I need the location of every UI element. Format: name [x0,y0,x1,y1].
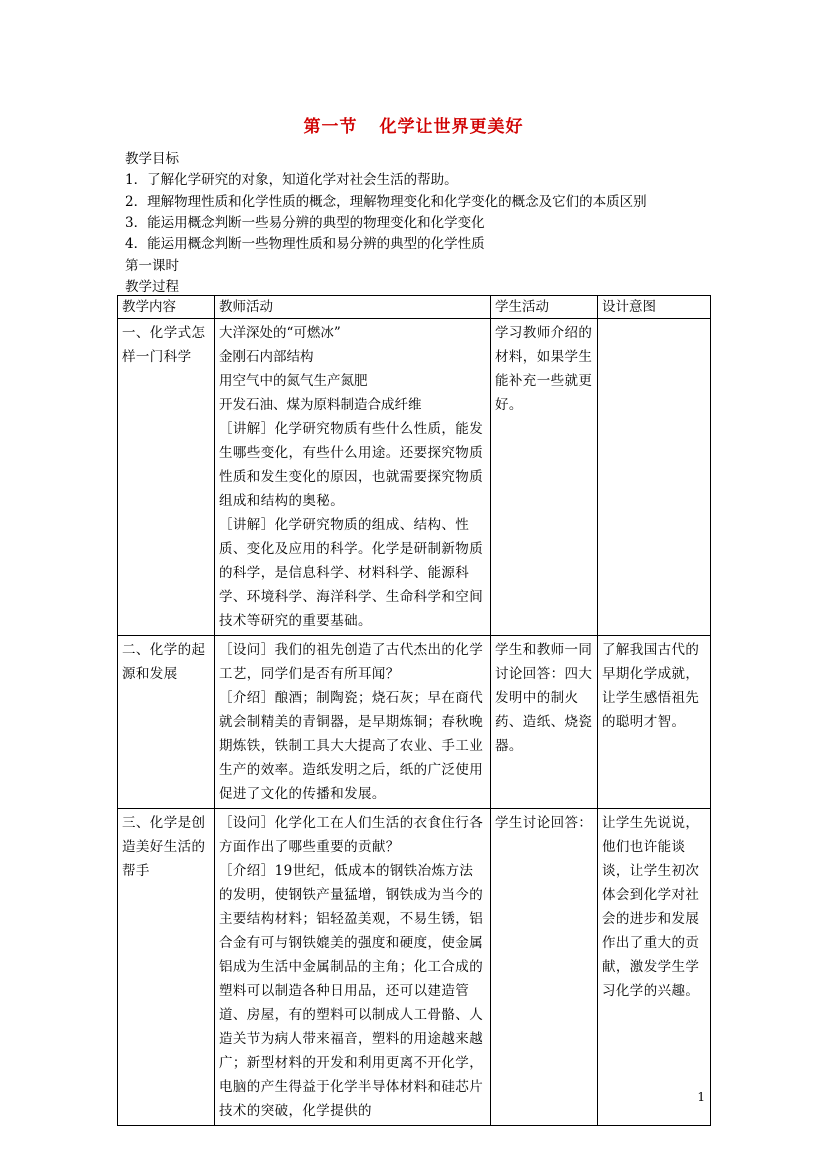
row1-teacher-line: 用空气中的氮气生产氮肥 [219,373,368,389]
row2-teacher-intro: ［介绍］酿酒；制陶瓷；烧石灰；早在商代就会制精美的青铜器，是早期炼铜；春秋晚期炼铁，铁制工具大大提高了农业、手工业生产的效率。造纸发明之后，纸的广泛使用促进了文化的传播和发展。 [219,690,484,802]
row1-teacher-line: 开发石油、煤为原料制造合成纤维 [219,397,422,413]
row3-teacher [215,809,491,1126]
title-text: 化学让世界更美好 [379,117,524,137]
lesson-label: 第一课时 [125,258,179,274]
row2-student: 学生和教师一同讨论回答：四大发明中的制火药、造纸、烧瓷器。 [491,636,598,809]
table-row [118,319,711,636]
row1-teacher-lecture: ［讲解］化学研究物质的组成、结构、性质、变化及应用的科学。化学是研制新物质的科学，是信息科学、材料科学、能源科学、环境科学、海洋科学、生命科学和空间技术等研究的重要基础。 [219,517,484,629]
row1-teacher-line: 金刚石内部结构 [219,349,314,365]
row2-intent: 了解我国古代的早期化学成就，让学生感悟祖先的聪明才智。 [598,636,711,809]
row2-teacher [215,636,491,809]
row1-teacher [215,319,491,636]
goal-item-4: 4．能运用概念判断一些物理性质和易分辨的典型的化学性质 [125,236,485,252]
row1-teacher-line: 大洋深处的“可燃冰” [219,325,341,341]
goal-item-2: 2．理解物理性质和化学性质的概念，理解物理变化和化学变化的概念及它们的本质区别 [125,194,647,210]
goal-item-3: 3．能运用概念判断一些易分辨的典型的物理变化和化学变化 [125,215,485,231]
table-row [118,809,711,1126]
row3-teacher-question: ［设问］化学化工在人们生活的衣食住行各方面作出了哪些重要的贡献？ [219,815,484,855]
table-header-row [118,296,711,319]
row3-content: 三、化学是创造美好生活的帮手 [118,809,215,1126]
process-label: 教学过程 [125,279,179,295]
goal-heading: 教学目标 [125,151,179,167]
row1-teacher-lecture: ［讲解］化学研究物质有些什么性质，能发生哪些变化，有些什么用途。还要探究物质性质和发生变化的原因，也就需要探究物质组成和结构的奥秘。 [219,421,484,509]
row1-intent [598,319,711,636]
row1-student: 学习教师介绍的材料，如果学生能补充一些就更好。 [491,319,598,636]
row3-teacher-intro: ［介绍］19世纪，低成本的钢铁冶炼方法的发明，使钢铁产量猛增，钢铁成为当今的主要结构材料；铝轻盈美观，不易生锈，铝合金有可与钢铁媲美的强度和硬度，使金属铝成为生活中金属制品的主角；化工合成的塑料可以制造各种日用品，还可以建造管道、房屋，有的塑料可以制成人工骨骼、人造关节为病人带来福音，塑料的用途越来越广；新型材料的开发和利用更离不开化学，电脑的产生得益于化学半导体材料和硅芯片技术的突破，化学提供的 [219,863,484,1119]
row2-teacher-question: ［设问］我们的祖先创造了古代杰出的化学工艺，同学们是否有所耳闻？ [219,642,484,682]
header-teacher: 教师活动 [215,296,491,319]
goal-item-1: 1．了解化学研究的对象，知道化学对社会生活的帮助。 [125,172,458,188]
table-row [118,636,711,809]
header-intent: 设计意图 [598,296,711,319]
row1-content: 一、化学式怎样一门科学 [118,319,215,636]
title-section: 第一节 [303,117,358,137]
row3-student: 学生讨论回答： [491,809,598,1126]
page-title [0,112,827,137]
header-student: 学生活动 [491,296,598,319]
row3-intent: 让学生先说说，他们也许能谈谈，让学生初次体会到化学对社会的进步和发展作出了重大的贡献，激发学生学习化学的兴趣。 [598,809,711,1126]
header-content: 教学内容 [118,296,215,319]
teaching-process-table [117,295,711,1126]
row2-content: 二、化学的起源和发展 [118,636,215,809]
page-number: 1 [697,1090,705,1104]
